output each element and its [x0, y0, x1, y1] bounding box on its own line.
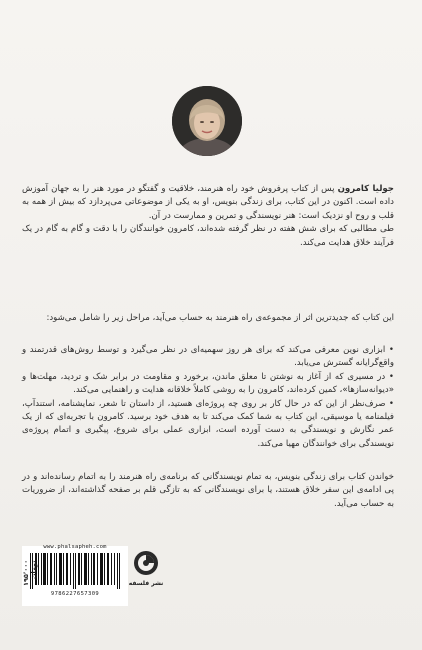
- publisher-url: www.phalsapheh.com: [43, 544, 107, 550]
- feature-item: • ابزاری نوین معرفی می‌کند که برای هر روز سهمیه‌ای در نظر می‌گیرد و توسط روش‌های قدرتمند و واقع‌گرایانه گسترش می‌یابد.: [22, 345, 394, 369]
- bio-text: پس از کتاب پرفروش خود راه هنرمند، خلاقیت و گفتگو در مورد هنر را به جهان آموزش داده است. اکنون در این کتاب، برای زندگی بنویس، او به یکی از موضوعاتی می‌پردازد که بیش از همه به قلب و روح او نزدیک است: هنر نویسندگی و تمرین و ممارست در آن.: [22, 184, 394, 221]
- author-photo: [172, 86, 242, 156]
- isbn-number: 9786227657309: [50, 591, 100, 597]
- feature-item: • در مسیری که از آغاز به نوشتن تا معلق ماندن، برخورد و مقاومت در برابر شک و تردید، مهلت‌ها و «دیوانه‌سازها»، کمین کرده‌اند، کامرون را به روشی کاملاً خلاقانه هدایت و راهنمایی می‌کند.: [22, 371, 394, 396]
- barcode-image: [28, 553, 122, 589]
- author-portrait-image: [172, 86, 242, 156]
- closing-paragraph: [22, 471, 394, 511]
- publisher-logo-icon: [133, 550, 159, 576]
- intro-text: این کتاب که جدیدترین اثر از مجموعه‌ی راه هنرمند به حساب می‌آید، مراحل زیر را شامل می‌شود:: [46, 313, 394, 323]
- intro-paragraph: [22, 312, 394, 325]
- bio-paragraph-2: طی مطالبی که برای شش هفته در نظر گرفته شده‌اند، کامرون خوانندگان را با دقت و گام به گام در یک فرآیند خلاق هدایت می‌کند.: [22, 224, 394, 248]
- closing-text: خواندن کتاب برای زندگی بنویس، به تمام نویسندگانی که برنامه‌ی راه هنرمند را به اتمام رسانده‌اند و در پی ادامه‌ی این سفر خلاق هستند، یا برای نویسندگانی که به تازگی قلم بر صفحه گذاشته‌اند، از ضروریات به حساب می‌آید.: [22, 472, 394, 509]
- author-bio: [22, 183, 394, 250]
- bio-paragraph: [22, 183, 394, 223]
- price-label: ۱۹۵٬۰۰۰ تومان: [22, 560, 38, 587]
- author-name: جولیا کامرون: [337, 184, 394, 194]
- feature-list: [22, 344, 394, 451]
- publisher-name: نشر فلسفه: [128, 580, 164, 587]
- feature-item: • صرف‌نظر از این که در حال کار بر روی چه پروژه‌ای هستید، از داستان تا شعر، نمایشنامه، استندآپ، فیلمنامه یا موسیقی، این کتاب به شما کمک می‌کند تا به هدف خود برسید. کامرون با تجربه‌ای که از یک عمر نگارش و نویسندگی به دست آورده است، ابزاری عملی برای شروع، پیگیری و اتمام پروژه‌ی نویسندگی برای خوانندگان مهیا می‌کند.: [22, 398, 394, 449]
